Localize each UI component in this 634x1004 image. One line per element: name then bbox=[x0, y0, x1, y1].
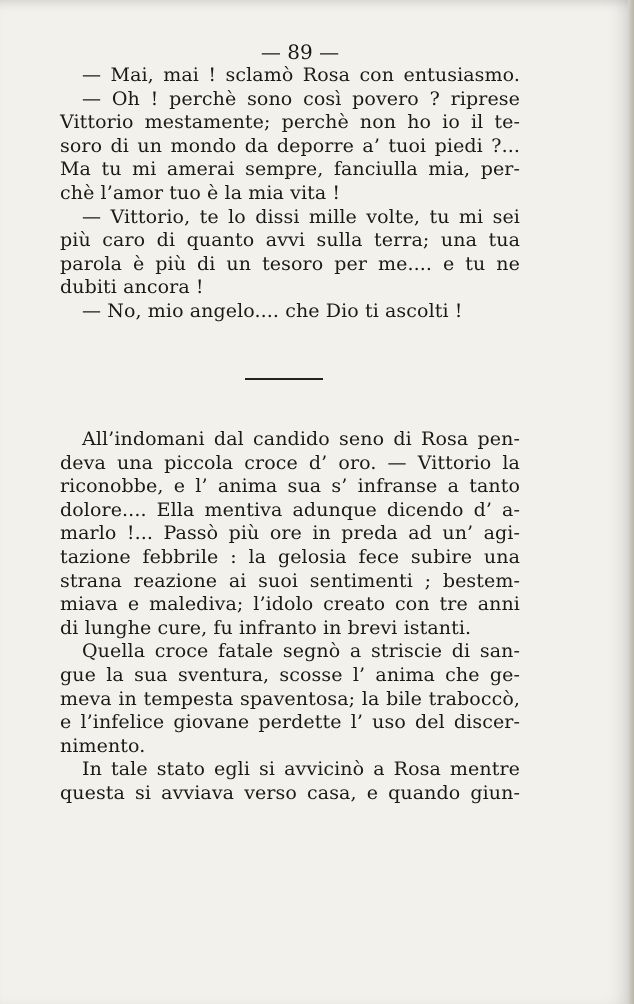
text-line: chè l’amor tuo è la mia vita ! bbox=[60, 181, 341, 204]
dialogue-section bbox=[60, 64, 520, 324]
page-edge bbox=[628, 0, 634, 1004]
narrative-section bbox=[60, 428, 520, 806]
text-line: — Vittorio, te lo dissi mille volte, tu mi sei bbox=[82, 205, 520, 228]
text-line: nimento. bbox=[60, 734, 146, 757]
text-line: strana reazione ai suoi sentimenti ; bestem- bbox=[60, 569, 520, 592]
text-line: dubiti ancora ! bbox=[60, 276, 204, 299]
text-line: deva una piccola croce d’ oro. — Vittorio la bbox=[60, 451, 520, 474]
text-line: tazione febbrile : la gelosia fece subire una bbox=[60, 545, 520, 568]
text-line: soro di un mondo da deporre a’ tuoi piedi ?... bbox=[60, 134, 520, 157]
text-line: questa si avviava verso casa, e quando giun- bbox=[60, 781, 520, 804]
text-line: Quella croce fatale segnò a striscie di san- bbox=[82, 640, 520, 663]
page-number: — 89 — bbox=[260, 40, 340, 64]
text-line: — Oh ! perchè sono così povero ? riprese bbox=[82, 87, 520, 110]
text-line: — Mai, mai ! sclamò Rosa con entusiasmo. bbox=[82, 64, 520, 86]
text-line: riconobbe, e l’ anima sua s’ infranse a tanto bbox=[60, 475, 520, 498]
text-line: All’indomani dal candido seno di Rosa pen- bbox=[82, 428, 520, 450]
text-line: marlo !... Passò più ore in preda ad un’ agi- bbox=[60, 522, 520, 545]
text-line: meva in tempesta spaventosa; la bile traboccò, bbox=[60, 687, 520, 710]
section-divider bbox=[245, 378, 323, 380]
text-line: — No, mio angelo.... che Dio ti ascolti ! bbox=[82, 299, 463, 322]
text-line: più caro di quanto avvi sulla terra; una tua bbox=[60, 229, 520, 252]
text-line: In tale stato egli si avvicinò a Rosa mentre bbox=[82, 758, 520, 781]
text-line: dolore.... Ella mentiva adunque dicendo d’ a- bbox=[60, 498, 520, 521]
text-line: gue la sua sventura, scosse l’ anima che ge- bbox=[60, 663, 520, 686]
text-line: Vittorio mestamente; perchè non ho io il te- bbox=[60, 111, 520, 134]
text-line: parola è più di un tesoro per me.... e tu ne bbox=[60, 252, 520, 275]
text-line: di lunghe cure, fu infranto in brevi istanti. bbox=[60, 616, 472, 639]
text-line: Ma tu mi amerai sempre, fanciulla mia, per- bbox=[60, 158, 520, 181]
text-line: e l’infelice giovane perdette l’ uso del discer- bbox=[60, 711, 520, 734]
text-line: miava e malediva; l’idolo creato con tre anni bbox=[60, 593, 520, 616]
